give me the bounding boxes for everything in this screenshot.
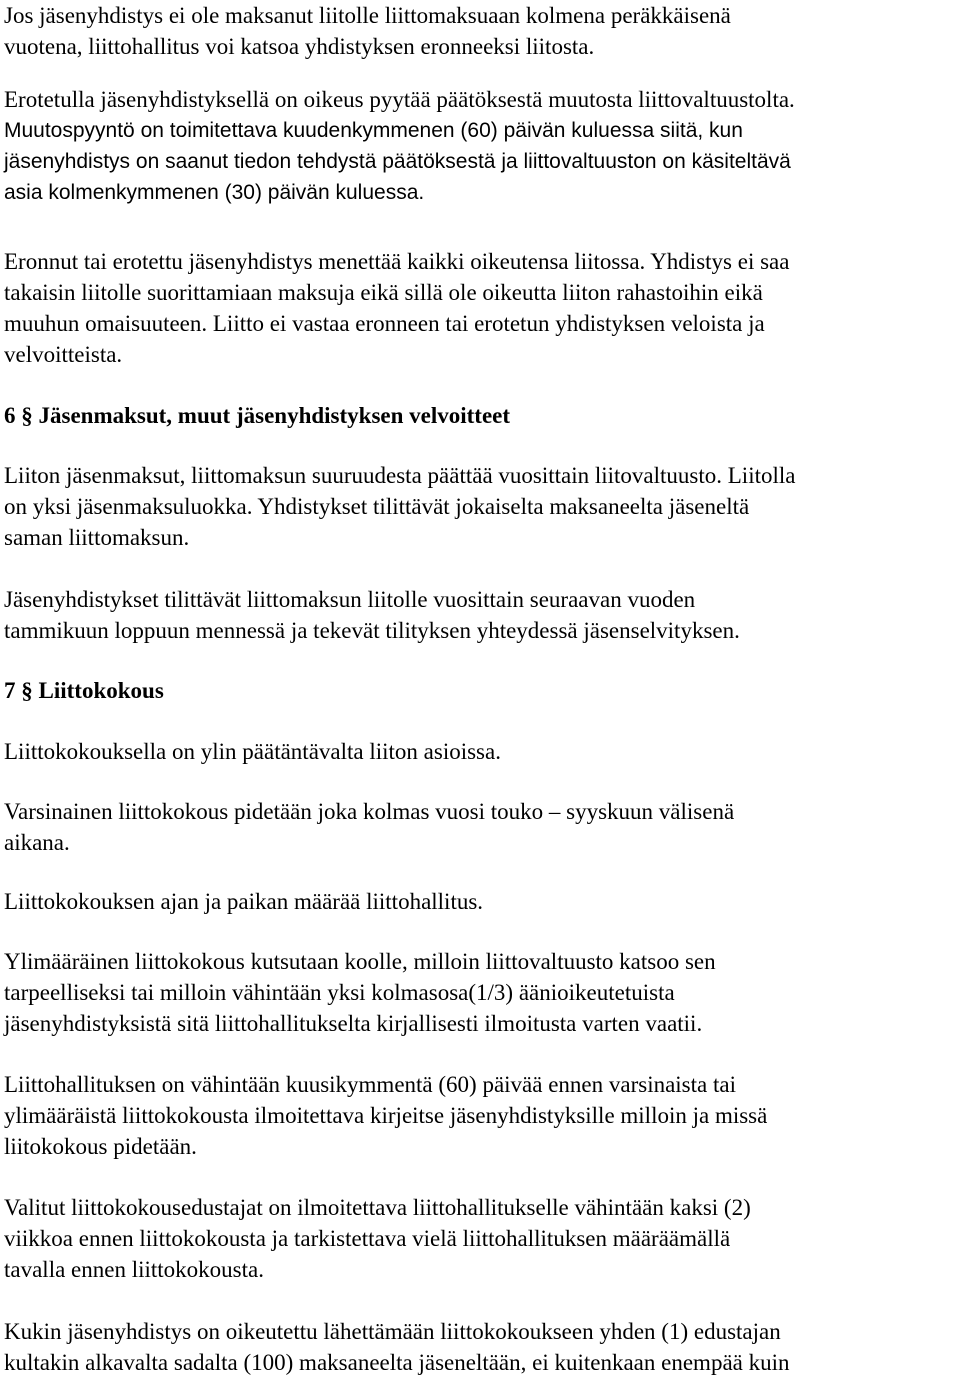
paragraph-lost-rights xyxy=(4,246,960,370)
text-line: liitokokous pidetään. xyxy=(4,1134,197,1159)
section-heading-6: 6 § Jäsenmaksut, muut jäsenyhdistyksen velvoitteet xyxy=(4,403,511,428)
paragraph-meeting-notice xyxy=(4,1069,960,1162)
text-line: Jos jäsenyhdistys ei ole maksanut liitolle liittomaksuaan kolmena peräkkäisenä xyxy=(4,3,731,28)
text-line: takaisin liitolle suorittamiaan maksuja eikä sillä ole oikeutta liiton rahastoihin eikä xyxy=(4,280,763,305)
paragraph-membership-fee-default xyxy=(4,0,960,62)
paragraph-time-place xyxy=(4,886,960,917)
paragraph-regular-meeting xyxy=(4,796,960,858)
section-heading-7: 7 § Liittokokous xyxy=(4,678,164,703)
paragraph-fee-remittance xyxy=(4,584,960,646)
text-line: asia kolmenkymmenen (30) päivän kuluessa. xyxy=(4,181,425,204)
text-line: Liittohallituksen on vähintään kuusikymmentä (60) päivää ennen varsinaista tai xyxy=(4,1072,736,1097)
paragraph-delegates xyxy=(4,1192,960,1285)
text-line: Eronnut tai erotettu jäsenyhdistys menettää kaikki oikeutensa liitossa. Yhdistys ei saa xyxy=(4,249,790,274)
text-line: Valitut liittokokousedustajat on ilmoitettava liittohallitukselle vähintään kaksi (2) xyxy=(4,1195,751,1220)
text-line: tavalla ennen liittokokousta. xyxy=(4,1257,264,1282)
text-line: tammikuun loppuun mennessä ja tekevät tilityksen yhteydessä jäsenselvityksen. xyxy=(4,618,740,643)
text-line: Muutospyyntö on toimitettava kuudenkymmenen (60) päivän kuluessa siitä, kun xyxy=(4,119,743,142)
text-line: kultakin alkavalta sadalta (100) maksaneelta jäseneltään, ei kuitenkaan enempää kuin xyxy=(4,1350,790,1375)
text-line: on yksi jäsenmaksuluokka. Yhdistykset tilittävät jokaiselta maksaneelta jäseneltä xyxy=(4,494,750,519)
paragraph-expelled-appeal xyxy=(4,84,960,208)
text-line: Varsinainen liittokokous pidetään joka kolmas vuosi touko – syyskuun välisenä xyxy=(4,799,735,824)
text-line: Ylimääräinen liittokokous kutsutaan koolle, milloin liittovaltuusto katsoo sen xyxy=(4,949,716,974)
text-line: jäsenyhdistys on saanut tiedon tehdystä päätöksestä ja liittovaltuuston on käsiteltävä xyxy=(4,150,791,173)
text-line: Kukin jäsenyhdistys on oikeutettu lähettämään liittokokoukseen yhden (1) edustajan xyxy=(4,1319,781,1344)
paragraph-membership-fees xyxy=(4,460,960,553)
text-line: saman liittomaksun. xyxy=(4,525,190,550)
text-line: Erotetulla jäsenyhdistyksellä on oikeus pyytää päätöksestä muutosta liittovaltuustolta. xyxy=(4,87,795,112)
text-line: tarpeelliseksi tai milloin vähintään yksi kolmasosa(1/3) äänioikeutetuista xyxy=(4,980,675,1005)
text-line: Liittokokouksella on ylin päätäntävalta liiton asioissa. xyxy=(4,739,501,764)
text-line: viikkoa ennen liittokokousta ja tarkistettava vielä liittohallituksen määräämällä xyxy=(4,1226,731,1251)
text-line: Liiton jäsenmaksut, liittomaksun suuruudesta päättää vuosittain liitovaltuusto. Liitolla xyxy=(4,463,796,488)
text-line: ylimääräistä liittokokousta ilmoitettava kirjeitse jäsenyhdistyksille milloin ja missä xyxy=(4,1103,768,1128)
paragraph-delegate-quota xyxy=(4,1316,960,1378)
text-line: jäsenyhdistyksistä sitä liittohallitukselta kirjallisesti ilmoitusta varten vaatii. xyxy=(4,1011,703,1036)
paragraph-supreme-authority xyxy=(4,736,960,767)
text-line: vuotena, liittohallitus voi katsoa yhdistyksen eronneeksi liitosta. xyxy=(4,34,595,59)
text-line: muuhun omaisuuteen. Liitto ei vastaa eronneen tai erotetun yhdistyksen veloista ja xyxy=(4,311,765,336)
paragraph-extraordinary-meeting xyxy=(4,946,960,1039)
text-line: Liittokokouksen ajan ja paikan määrää liittohallitus. xyxy=(4,889,484,914)
text-line: velvoitteista. xyxy=(4,342,123,367)
text-line: Jäsenyhdistykset tilittävät liittomaksun liitolle vuosittain seuraavan vuoden xyxy=(4,587,696,612)
text-line: aikana. xyxy=(4,830,70,855)
